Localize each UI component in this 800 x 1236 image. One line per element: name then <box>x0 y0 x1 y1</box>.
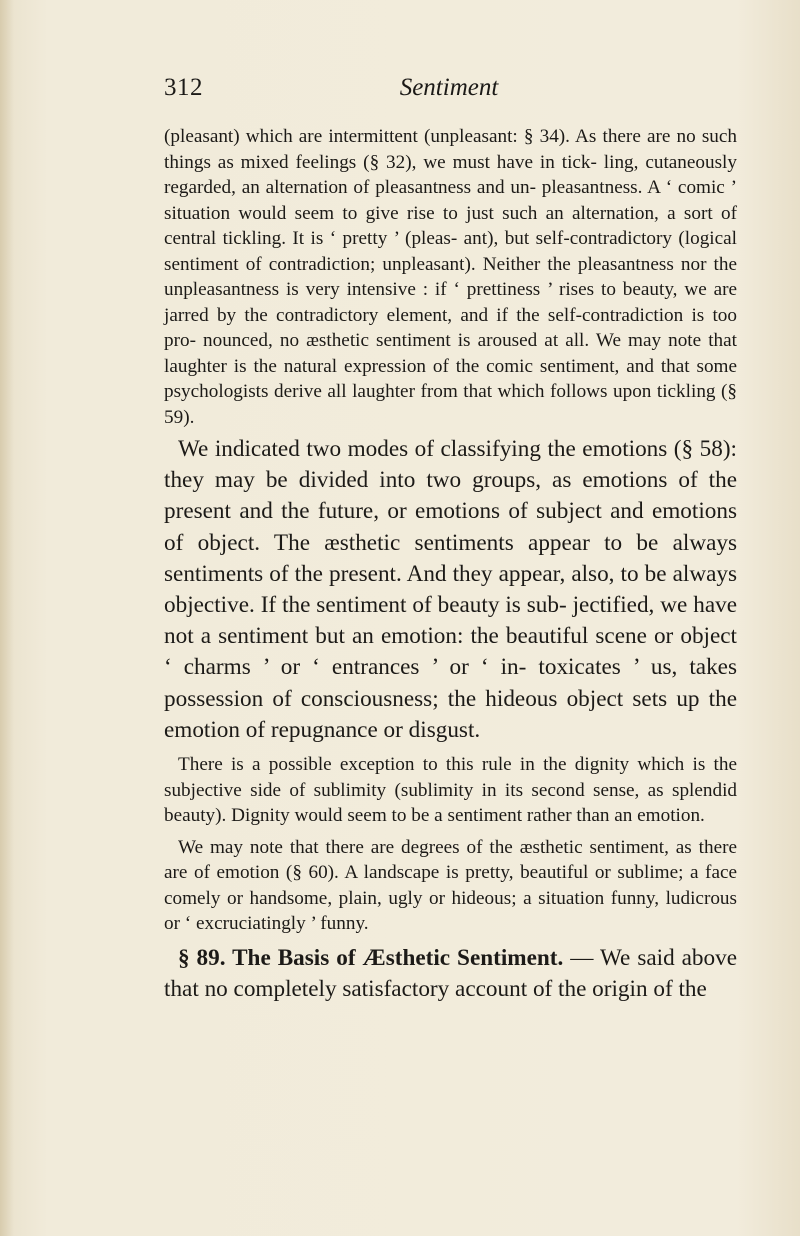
paragraph-tickling: (pleasant) which are intermittent (unpleasant: § 34). As there are no such things as mixed feelings (§ 32), we must have in tick- ling, cutaneously regarded, an alternation of pleasantness and un- pleasantness. A ‘ comic ’ situation would seem to give rise to just such an alternation, a sort of central tickling. It is ‘ pretty ’ (pleas- ant), but self-contradictory (logical sentiment of contradiction; unpleasant). Neither the pleasantness nor the unpleasantness is very intensive : if ‘ prettiness ’ rises to beauty, we are jarred by the contradictory element, and if the self-contradiction is too pro- nounced, no æsthetic sentiment is aroused at all. We may note that laughter is the natural expression of the comic sentiment, and that some psychologists derive all laughter from that which follows upon tickling (§ 59). <box>164 126 737 428</box>
page-edge-shadow <box>0 0 14 1236</box>
paragraph-degrees: We may note that there are degrees of the æsthetic sentiment, as there are of emotion (§ 60). A landscape is pretty, beautiful or sublime; a face comely or handsome, plain, ugly or hideous; a situation funny, ludicrous or ‘ excruciatingly ’ funny. <box>164 836 737 935</box>
body-text <box>164 124 737 1005</box>
paragraph-section-89 <box>164 943 737 1005</box>
page-header <box>164 74 734 110</box>
paragraph-classifying-emotions: We indicated two modes of classifying the emotions (§ 58): they may be divided into two groups, as emotions of the present and the future, or emotions of subject and emotions of object. The æsthetic sentiments appear to be always sentiments of the present. And they appear, also, to be always objective. If the sentiment of beauty is sub- jectified, we have not a sentiment but an emotion: the beautiful scene or object ‘ charms ’ or ‘ entrances ’ or ‘ in- toxicates ’ us, takes possession of consciousness; the hideous object sets up the emotion of repugnance or disgust. <box>164 436 737 743</box>
running-title: Sentiment <box>399 74 499 101</box>
section-opening-text: — We said above that no completely satisfactory account of the origin of the <box>164 944 737 1002</box>
section-heading: § 89. The Basis of Æsthetic Sentiment. <box>178 944 564 971</box>
paragraph-dignity-exception: There is a possible exception to this rule in the dignity which is the subjective side of sublimity (sublimity in its second sense, as splendid beauty). Dignity would seem to be a sentiment rather than an emotion. <box>164 754 737 827</box>
page-number: 312 <box>164 74 203 101</box>
